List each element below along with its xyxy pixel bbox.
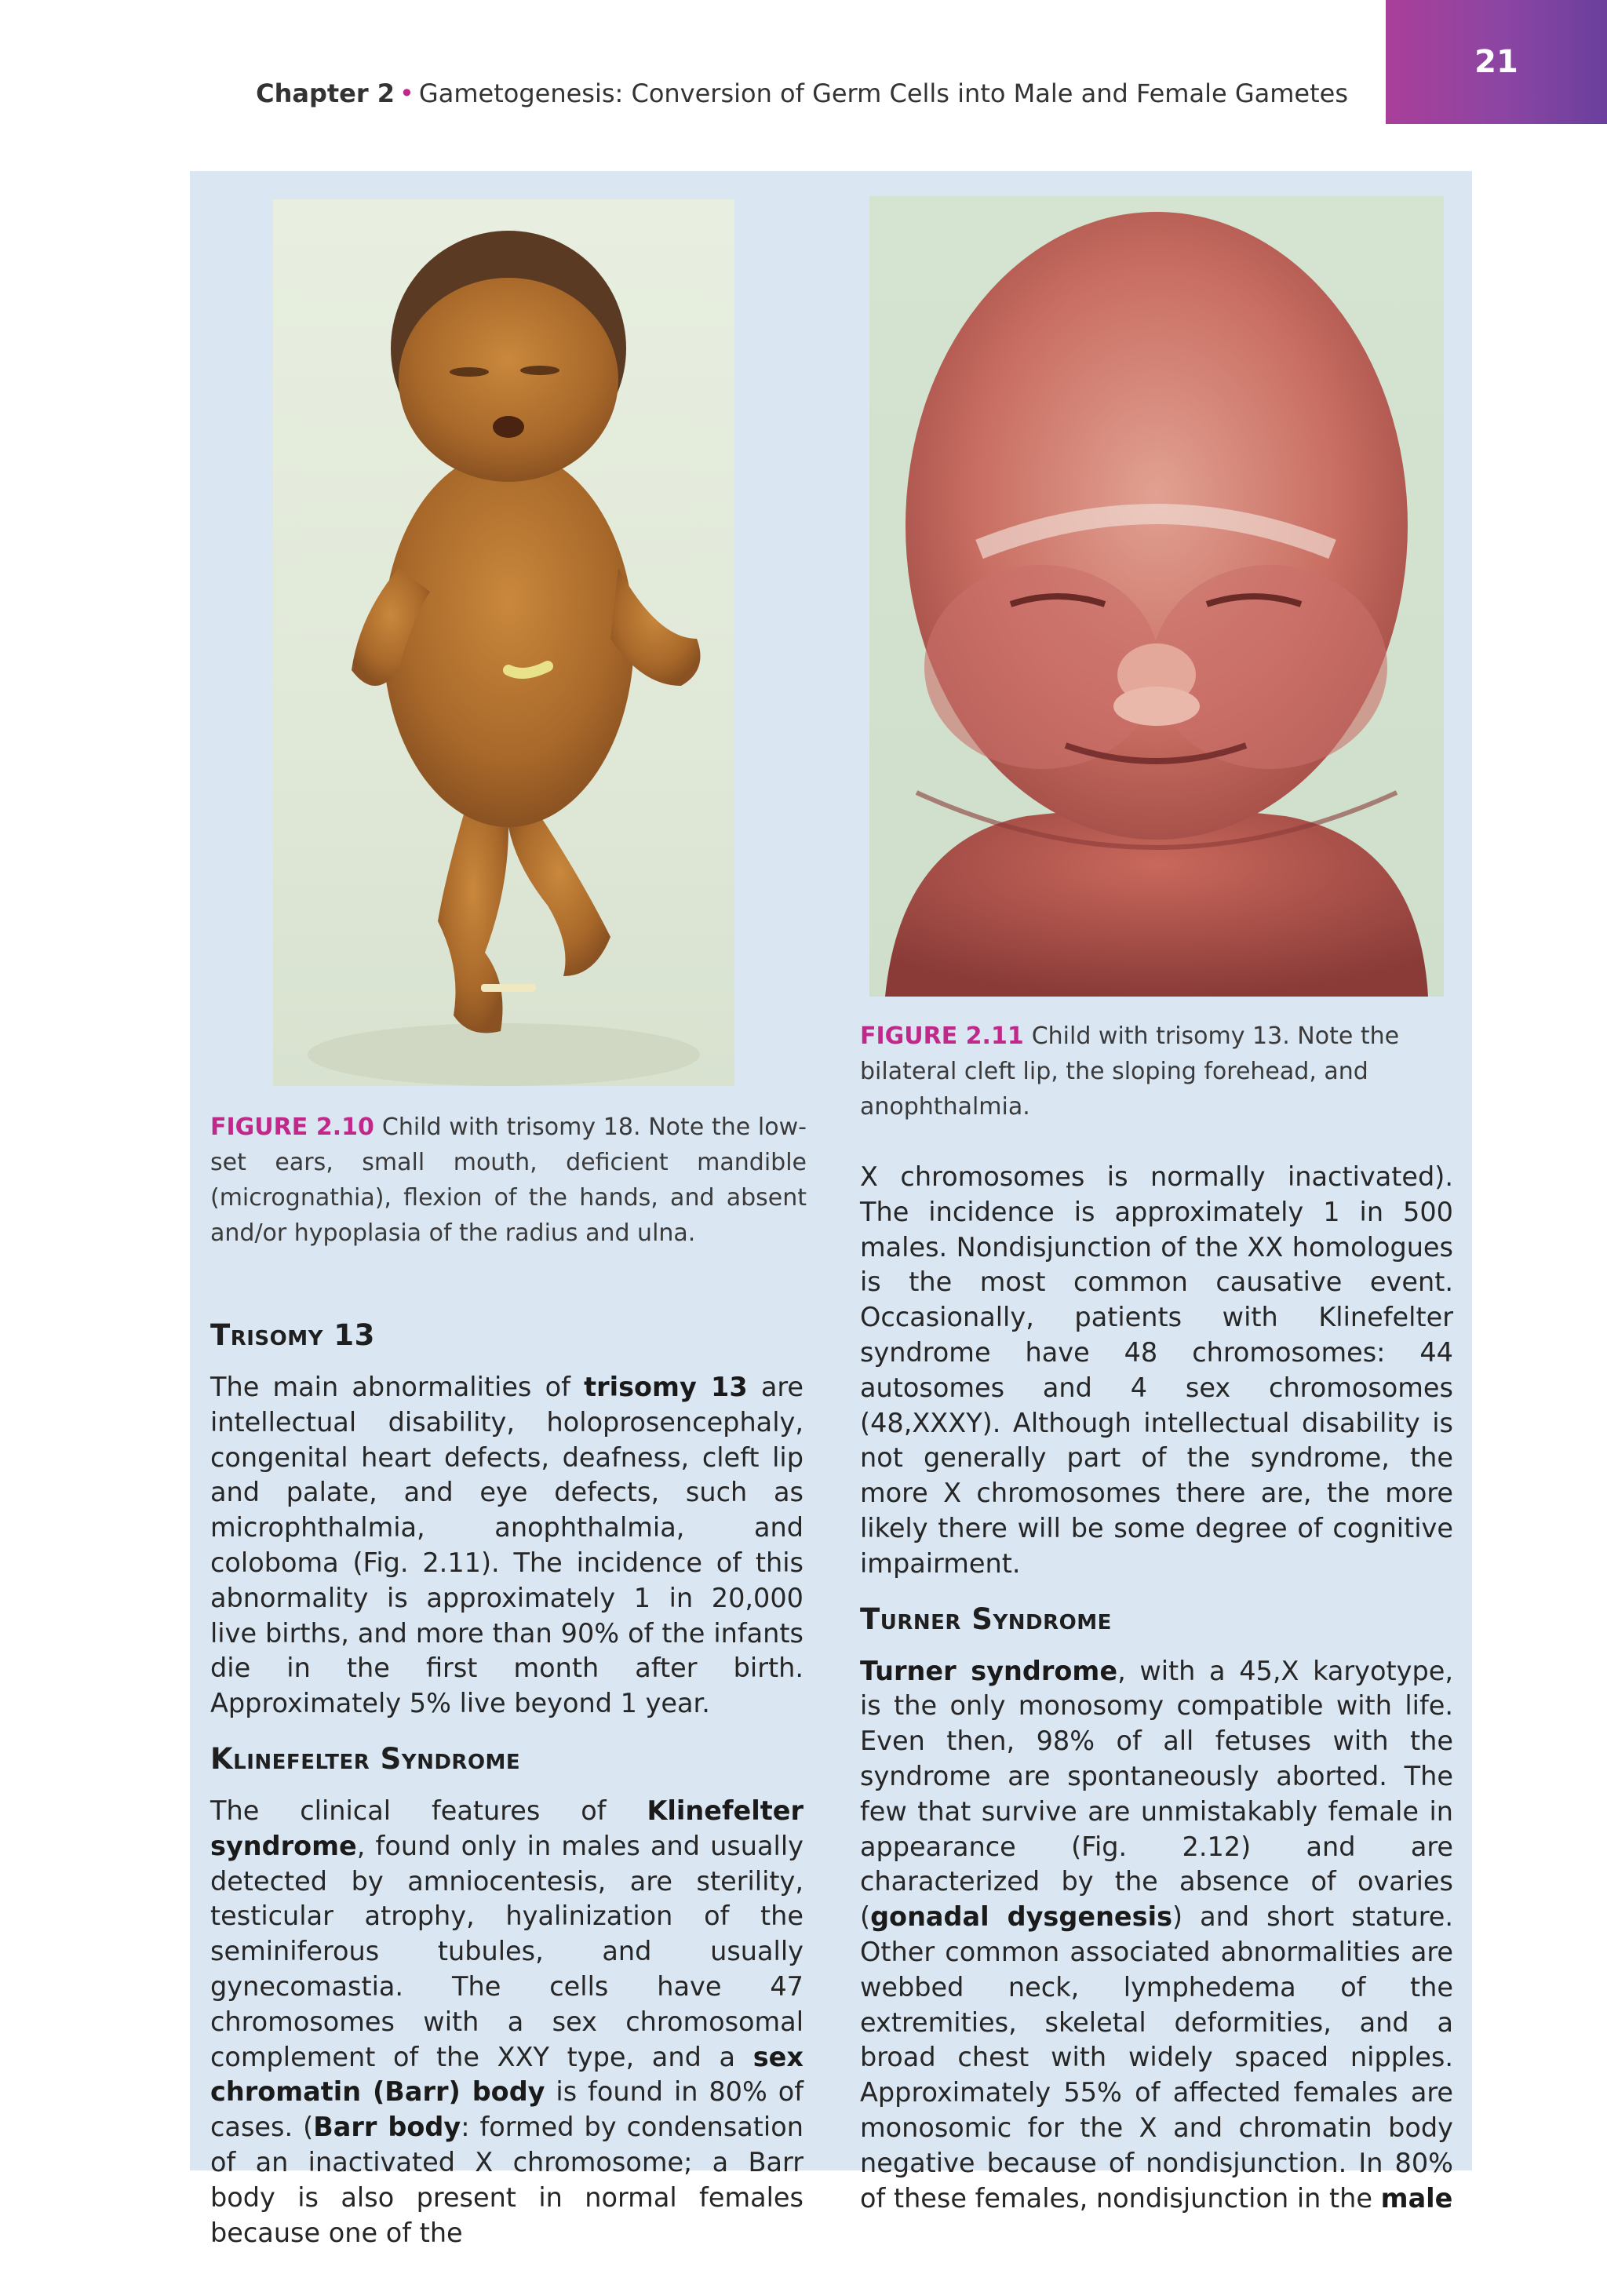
figure-2-10-label: FIGURE 2.10 bbox=[210, 1113, 374, 1141]
figure-2-10-caption bbox=[210, 1110, 807, 1251]
bold-term: trisomy 13 bbox=[584, 1372, 748, 1402]
text-run: ) and short stature. Other common associated abnormalities are webbed neck, lymphedema of the extremities, skeletal deformities, and a broad chest with widely spaced nipples. Approximately 55% of affected females are monosomic for the X and chromatin body negative because of nondisjunction. In 80% of these females, nondisjunction in the bbox=[860, 1901, 1453, 2214]
figure-2-11-label: FIGURE 2.11 bbox=[860, 1022, 1024, 1050]
left-column bbox=[210, 1318, 804, 2250]
infant-trisomy-18-image bbox=[273, 199, 734, 1086]
separator-dot: • bbox=[399, 78, 414, 108]
bold-term: Turner syndrome bbox=[860, 1655, 1118, 1686]
text-run: The clinical features of bbox=[210, 1795, 647, 1826]
figure-2-11-photo bbox=[869, 196, 1444, 997]
text-run: are intellectual disability, holoprosencephaly, congenital heart defects, deafness, cleft lip and palate, and eye defects, such as microphthalmia, anophthalmia, and coloboma (Fig. 2.11). The incidence of this abnormality is approximately 1 in 20,000 live births, and more than 90% of the infants die in the first month after birth. Approximately 5% live beyond 1 year. bbox=[210, 1372, 804, 1719]
page-number: 21 bbox=[1474, 44, 1518, 80]
klinefelter-continued-paragraph: X chromosomes is normally inactivated). The incidence is approximately 1 in 500 males. Nondisjunction of the XX homologues is the most common causative event. Occasionally, patients with Klinefelter syndrome have 48 chromosomes: 44 autosomes and 4 sex chromosomes (48,XXXY). Although intellectual disability is not generally part of the syndrome, the more X chromosomes there are, the more likely there will be some degree of cognitive impairment. bbox=[860, 1161, 1453, 1579]
trisomy-13-heading: Trisomy 13 bbox=[210, 1318, 375, 1352]
turner-heading: Turner Syndrome bbox=[860, 1602, 1112, 1636]
klinefelter-paragraph bbox=[210, 1794, 804, 2250]
figure-2-10-caption-text: Child with trisomy 18. Note the low-set ears, small mouth, deficient mandible (micrognathia), flexion of the hands, and absent and/or hypoplasia of the radius and ulna. bbox=[210, 1113, 807, 1247]
text-run: is found in 80% of cases. ( bbox=[210, 2076, 804, 2143]
bold-term: Klinefelter syndrome bbox=[210, 1795, 804, 1861]
infant-trisomy-13-image bbox=[869, 196, 1444, 997]
figure-2-11-caption-text: Child with trisomy 13. Note the bilateral cleft lip, the sloping forehead, and anophthalmia. bbox=[860, 1022, 1400, 1121]
chapter-title: Gametogenesis: Conversion of Germ Cells into Male and Female Gametes bbox=[418, 78, 1348, 108]
right-column bbox=[860, 1160, 1453, 2216]
turner-paragraph bbox=[860, 1654, 1453, 2217]
bold-term: male bbox=[1380, 2182, 1453, 2214]
page-number-tab bbox=[1386, 0, 1607, 124]
figure-2-11-caption bbox=[860, 1019, 1456, 1124]
running-head bbox=[0, 78, 1348, 108]
bold-term: sex chromatin (Barr) body bbox=[210, 2041, 804, 2108]
trisomy-13-paragraph bbox=[210, 1370, 804, 1722]
bold-term: gonadal dysgenesis bbox=[870, 1901, 1173, 1933]
bold-term: Barr body bbox=[313, 2112, 461, 2143]
text-run: : formed by condensation of an inactivated X chromosome; a Barr body is also present in normal females because one of the bbox=[210, 2112, 804, 2248]
text-run: The main abnormalities of bbox=[210, 1372, 585, 1402]
text-run: , found only in males and usually detected by amniocentesis, are sterility, testicular atrophy, hyalinization of the seminiferous tubules, and usually gynecomastia. The cells have 47 chromosomes with a sex chromosomal complement of the XXY type, and a bbox=[210, 1830, 804, 2072]
figure-2-10-photo bbox=[273, 199, 734, 1086]
chapter-label: Chapter 2 bbox=[256, 78, 395, 108]
text-run: , with a 45,X karyotype, is the only monosomy compatible with life. Even then, 98% of all fetuses with the syndrome are spontaneously aborted. The few that survive are unmistakably female in appearance (Fig. 2.12) and are characterized by the absence of ovaries ( bbox=[860, 1655, 1453, 1933]
klinefelter-heading: Klinefelter Syndrome bbox=[210, 1741, 521, 1776]
